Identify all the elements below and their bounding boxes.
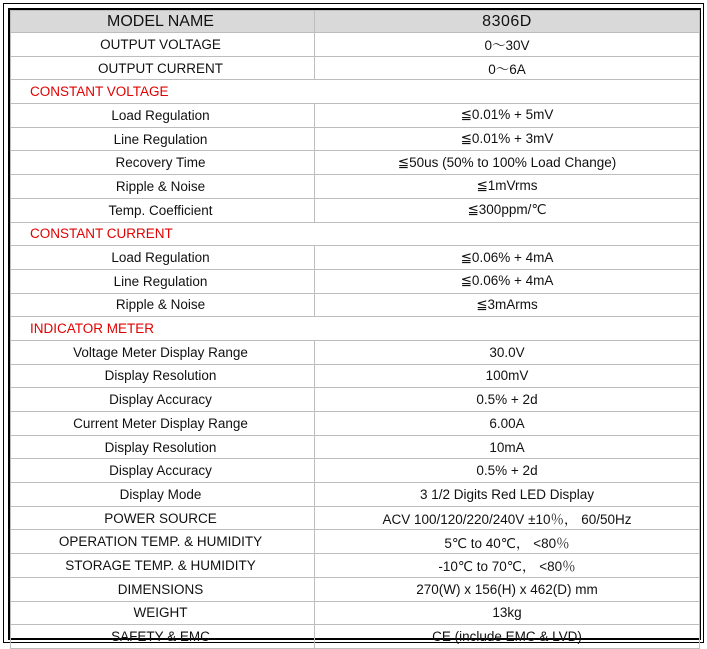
spec-value: ≦0.06% + 4mA	[315, 246, 700, 270]
spec-label: Ripple & Noise	[11, 175, 315, 199]
header-value: 8306D	[315, 11, 700, 33]
spec-value: 30.0V	[315, 340, 700, 364]
section-header-row	[11, 222, 700, 246]
spec-label: Display Mode	[11, 483, 315, 507]
spec-label: Recovery Time	[11, 151, 315, 175]
spec-value: 0.5% + 2d	[315, 459, 700, 483]
spec-row	[11, 388, 700, 412]
spec-value: CE (include EMC & LVD)	[315, 625, 700, 649]
spec-label: OPERATION TEMP. & HUMIDITY	[11, 530, 315, 554]
spec-value: 10mA	[315, 435, 700, 459]
spec-row	[11, 269, 700, 293]
spec-row	[11, 412, 700, 436]
spec-row	[11, 293, 700, 317]
spec-row	[11, 530, 700, 554]
section-header-row	[11, 80, 700, 104]
spec-label: Load Regulation	[11, 246, 315, 270]
spec-label: SAFETY & EMC	[11, 625, 315, 649]
spec-value: -10℃ to 70℃， <80％	[315, 554, 700, 578]
spec-row	[11, 554, 700, 578]
section-header-row	[11, 317, 700, 341]
spec-value: ≦0.06% + 4mA	[315, 269, 700, 293]
spec-row	[11, 577, 700, 601]
spec-value: 5℃ to 40℃， <80％	[315, 530, 700, 554]
spec-row	[11, 364, 700, 388]
spec-label: Display Resolution	[11, 364, 315, 388]
spec-label: Display Accuracy	[11, 388, 315, 412]
spec-value: 3 1/2 Digits Red LED Display	[315, 483, 700, 507]
section-title: CONSTANT CURRENT	[11, 222, 700, 246]
spec-value: ≦1mVrms	[315, 175, 700, 199]
spec-label: Ripple & Noise	[11, 293, 315, 317]
spec-sheet-outer-frame	[3, 3, 704, 643]
spec-label: STORAGE TEMP. & HUMIDITY	[11, 554, 315, 578]
spec-row	[11, 246, 700, 270]
spec-row	[11, 33, 700, 57]
spec-label: Load Regulation	[11, 104, 315, 128]
spec-row	[11, 340, 700, 364]
spec-label: Voltage Meter Display Range	[11, 340, 315, 364]
spec-value: ACV 100/120/220/240V ±10％， 60/50Hz	[315, 506, 700, 530]
spec-value: 270(W) x 156(H) x 462(D) mm	[315, 577, 700, 601]
spec-row	[11, 56, 700, 80]
spec-value: 0～30V	[315, 33, 700, 57]
spec-label: POWER SOURCE	[11, 506, 315, 530]
spec-label: Line Regulation	[11, 269, 315, 293]
spec-row	[11, 104, 700, 128]
spec-row	[11, 459, 700, 483]
spec-row	[11, 483, 700, 507]
spec-value: 13kg	[315, 601, 700, 625]
header-label: MODEL NAME	[11, 11, 315, 33]
section-title: INDICATOR METER	[11, 317, 700, 341]
spec-value: 100mV	[315, 364, 700, 388]
spec-sheet	[8, 8, 701, 645]
spec-row	[11, 601, 700, 625]
spec-row	[11, 435, 700, 459]
spec-value: ≦300ppm/℃	[315, 198, 700, 222]
spec-row	[11, 198, 700, 222]
spec-label: Temp. Coefficient	[11, 198, 315, 222]
spec-row	[11, 625, 700, 649]
spec-row	[11, 175, 700, 199]
spec-label: OUTPUT VOLTAGE	[11, 33, 315, 57]
spec-row	[11, 151, 700, 175]
spec-label: Display Accuracy	[11, 459, 315, 483]
spec-value: ≦3mArms	[315, 293, 700, 317]
spec-label: Current Meter Display Range	[11, 412, 315, 436]
spec-table	[10, 10, 700, 649]
spec-row	[11, 506, 700, 530]
spec-value: 6.00A	[315, 412, 700, 436]
spec-label: Line Regulation	[11, 127, 315, 151]
spec-row	[11, 127, 700, 151]
section-title: CONSTANT VOLTAGE	[11, 80, 700, 104]
spec-value: 0.5% + 2d	[315, 388, 700, 412]
spec-label: Display Resolution	[11, 435, 315, 459]
spec-value: ≦0.01% + 5mV	[315, 104, 700, 128]
spec-label: WEIGHT	[11, 601, 315, 625]
spec-value: 0～6A	[315, 56, 700, 80]
spec-value: ≦0.01% + 3mV	[315, 127, 700, 151]
spec-label: DIMENSIONS	[11, 577, 315, 601]
spec-value: ≦50us (50% to 100% Load Change)	[315, 151, 700, 175]
spec-label: OUTPUT CURRENT	[11, 56, 315, 80]
header-row	[11, 11, 700, 33]
